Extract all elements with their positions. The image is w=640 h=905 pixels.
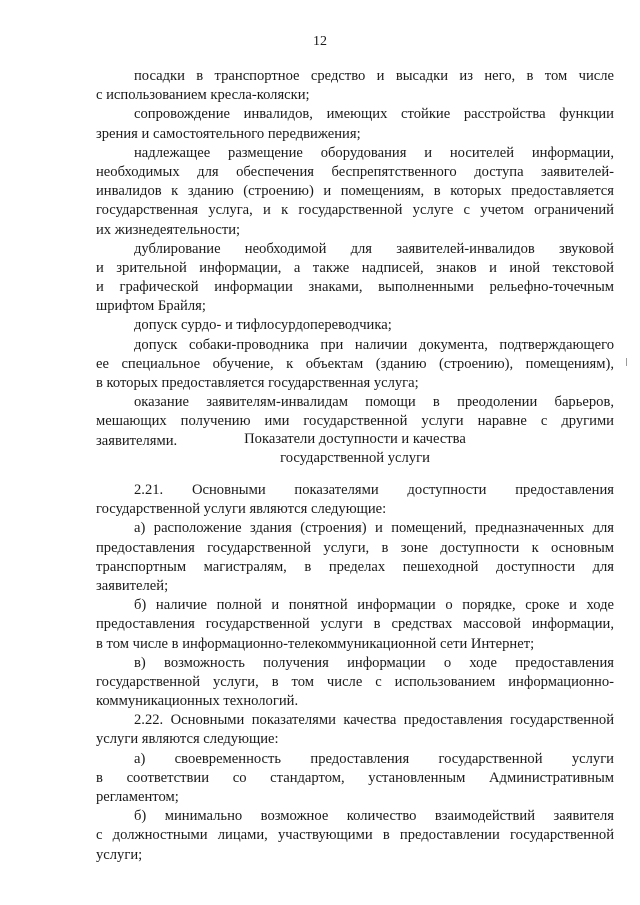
text-line: в) возможность получения информации о ходе предоставления (134, 654, 614, 671)
text-line: в том числе в информационно-телекоммуникационной сети Интернет; (96, 635, 535, 652)
accessibility-conditions-list (96, 67, 614, 451)
text-line: шрифтом Брайля; (96, 298, 206, 315)
text-line: 2.21. Основными показателями доступности предоставления (134, 482, 614, 498)
text-line: государственной услуги являются следующие: (96, 501, 387, 518)
text-line: транспортным магистралям, в пределах пешеходной доступности для (96, 558, 614, 575)
text-line: услуги; (96, 846, 143, 863)
text-line: их жизнедеятельности; (96, 221, 241, 238)
text-line: заявителей; (96, 577, 169, 594)
text-line: дублирование необходимой для заявителей-инвалидов звуковой (134, 240, 614, 257)
paragraph (96, 336, 614, 394)
text-line: надлежащее размещение оборудования и носителей информации, (134, 144, 614, 161)
text-line: в которых предоставляется государственная услуга; (96, 375, 419, 391)
text-line: допуск сурдо- и тифлосурдопереводчика; (134, 317, 392, 334)
text-line: 2.22. Основными показателями качества предоставления государственной (134, 712, 614, 729)
paragraph (96, 481, 614, 519)
text-line: б) наличие полной и понятной информации о порядке, сроке и ходе (134, 597, 614, 614)
text-line: а) своевременность предоставления государственной услуги (134, 750, 614, 767)
text-line: а) расположение здания (строения) и помещений, предназначенных для (134, 520, 614, 537)
paragraph (96, 654, 614, 712)
text-line: посадки в транспортное средство и высадки из него, в том числе (134, 68, 614, 84)
paragraph (96, 316, 614, 335)
paragraph (96, 105, 614, 143)
text-line: услуги являются следующие: (96, 731, 279, 748)
text-line: и графической информации знаками, выполненными рельефно-точечным (96, 279, 614, 296)
text-line: государственная услуга, и к государственной услуге с учетом ограничений (96, 202, 614, 219)
text-line: с должностными лицами, участвующими в предоставлении государственной (96, 827, 614, 844)
text-line: предоставления государственной услуги в средствах массовой информации, (96, 616, 614, 633)
text-line: в соответствии со стандартом, установленным Административным (96, 769, 614, 786)
paragraph (96, 144, 614, 240)
text-line: коммуникационных технологий. (96, 693, 299, 710)
text-line: зрения и самостоятельного передвижения; (96, 125, 361, 142)
paragraph (96, 240, 614, 317)
text-line: инвалидов к зданию (строению) и помещениям, в которых предоставляется (96, 183, 614, 200)
text-line: регламентом; (96, 789, 179, 805)
text-line: заявителями. (96, 432, 178, 449)
section-heading (96, 430, 614, 468)
paragraph (96, 750, 614, 808)
text-line: допуск собаки-проводника при наличии документа, подтверждающего (134, 336, 614, 353)
page-number: 12 (313, 34, 327, 49)
paragraph (96, 596, 614, 654)
margin-mark (626, 358, 627, 366)
paragraph (96, 67, 614, 105)
section-heading-line-1: Показатели доступности и качества (244, 431, 466, 447)
text-line: оказание заявителям-инвалидам помощи в преодолении барьеров, (134, 394, 614, 411)
text-line: с использованием кресла-коляски; (96, 87, 310, 104)
indicators-section (96, 481, 614, 865)
section-heading-line-2: государственной услуги (280, 450, 430, 467)
text-line: б) минимально возможное количество взаимодействий заявителя (134, 808, 614, 825)
text-line: необходимых для обеспечения беспрепятственного доступа заявителей- (96, 163, 614, 180)
text-line: сопровождение инвалидов, имеющих стойкие расстройства функции (134, 106, 614, 123)
text-line: предоставления государственной услуги, в зоне доступности к основным (96, 539, 614, 556)
text-line: государственной услуги, в том числе с использованием информационно- (96, 673, 614, 690)
text-line: мешающих получению ими государственной услуги наравне с другими (96, 413, 614, 430)
paragraph (96, 519, 614, 596)
text-line: и зрительной информации, а также надписей, знаков и иной текстовой (96, 259, 614, 276)
paragraph (96, 711, 614, 749)
text-line: ее специальное обучение, к объектам (зданию (строению), помещениям), (96, 355, 614, 372)
paragraph (96, 807, 614, 865)
